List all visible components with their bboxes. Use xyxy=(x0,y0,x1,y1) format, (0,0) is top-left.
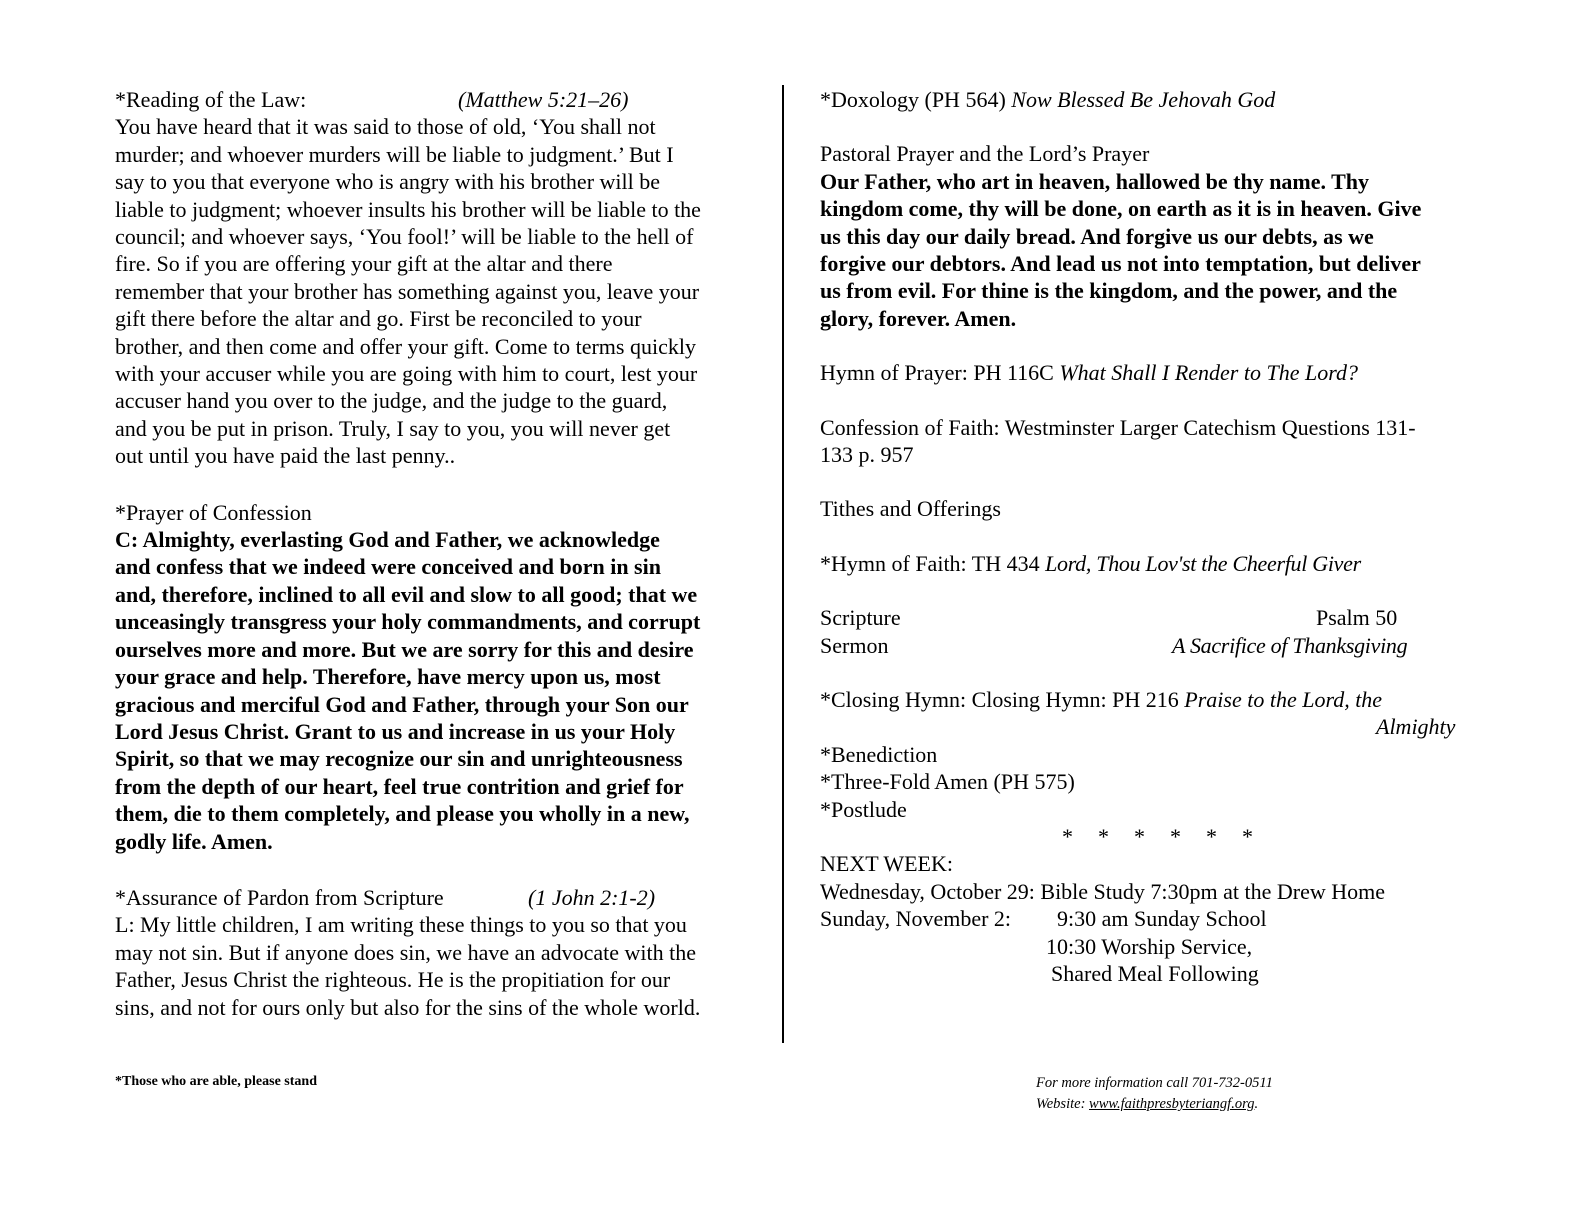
benediction: *Benediction xyxy=(820,741,938,767)
text-line: us from evil. For thine is the kingdom, and the power, and the xyxy=(820,278,1398,304)
assurance-heading-row xyxy=(115,884,755,911)
text-line: from the depth of our heart, feel true contrition and grief for xyxy=(115,773,684,799)
separator-star: * xyxy=(1062,824,1073,850)
hymn-of-faith-label: *Hymn of Faith: TH 434 xyxy=(820,550,1046,576)
contact-info xyxy=(1036,1073,1273,1115)
text-line: Lord Jesus Christ. Grant to us and increase in us your Holy xyxy=(115,718,676,744)
confession-prayer-text xyxy=(115,526,755,855)
text-line: L: My little children, I am writing these things to you so that you xyxy=(115,912,687,938)
lords-prayer-text xyxy=(820,168,1500,332)
separator-star: * xyxy=(1098,824,1109,850)
text-line: us this day our daily bread. And forgive us our debts, as we xyxy=(820,223,1374,249)
law-heading-row xyxy=(115,86,755,113)
lords-prayer-heading: Pastoral Prayer and the Lord’s Prayer xyxy=(820,141,1150,167)
section-separator xyxy=(820,823,1500,850)
closing-hymn-title-continued: Almighty xyxy=(1376,714,1456,740)
text-line: ourselves more and more. But we are sorry for this and desire xyxy=(115,636,694,662)
sunday-item-3: Shared Meal Following xyxy=(1051,961,1259,987)
text-line: say to you that everyone who is angry with his brother will be xyxy=(115,169,661,195)
doxology-label: *Doxology (PH 564) xyxy=(820,87,1012,112)
text-line: Our Father, who art in heaven, hallowed be thy name. Thy xyxy=(820,168,1370,194)
assurance-reference: (1 John 2:1-2) xyxy=(528,884,656,910)
closing-hymn-continuation xyxy=(820,713,1500,740)
website-link[interactable]: www.faithpresbyteriangf.org xyxy=(1089,1096,1255,1112)
postlude: *Postlude xyxy=(820,796,907,822)
law-heading: *Reading of the Law: xyxy=(115,87,307,112)
text-line: your grace and help. Therefore, have mercy upon us, most xyxy=(115,664,661,690)
website-end: . xyxy=(1254,1096,1259,1112)
separator-star: * xyxy=(1206,824,1217,850)
text-line: out until you have paid the last penny.. xyxy=(115,443,456,469)
hymn-of-prayer-label: Hymn of Prayer: PH 116C xyxy=(820,360,1060,386)
separator-star: * xyxy=(1170,824,1181,850)
three-fold-amen: *Three-Fold Amen (PH 575) xyxy=(820,769,1075,795)
law-text xyxy=(115,113,755,469)
text-line: accuser hand you over to the judge, and the judge to the guard, xyxy=(115,388,668,414)
phone-line: For more information call 701-732-0511 xyxy=(1036,1075,1273,1091)
column-divider xyxy=(782,85,784,1043)
separator-star: * xyxy=(1134,824,1145,850)
sunday-item-1: 9:30 am Sunday School xyxy=(1057,906,1267,932)
hymn-of-faith-title: Lord, Thou Lov'st the Cheerful Giver xyxy=(1045,550,1361,576)
assurance-heading: *Assurance of Pardon from Scripture xyxy=(115,884,444,910)
separator-star: * xyxy=(1242,824,1253,850)
confession-of-faith-line-2: 133 p. 957 xyxy=(820,442,914,468)
text-line: and you be put in prison. Truly, I say to you, you will never get xyxy=(115,415,671,441)
scripture-label: Scripture xyxy=(820,605,901,631)
text-line: brother, and then come and offer your gift. Come to terms quickly xyxy=(115,333,696,359)
sermon-label: Sermon xyxy=(820,632,889,658)
hymn-of-prayer-line xyxy=(820,359,1500,386)
next-week-wednesday: Wednesday, October 29: Bible Study 7:30pm at the Drew Home xyxy=(820,878,1386,904)
right-column xyxy=(820,86,1500,987)
scripture-reference: Psalm 50 xyxy=(1316,605,1398,631)
text-line: fire. So if you are offering your gift at the altar and there xyxy=(115,251,613,277)
website-label: Website: xyxy=(1036,1096,1090,1112)
sunday-item-2: 10:30 Worship Service, xyxy=(1046,933,1253,959)
text-line: Spirit, so that we may recognize our sin and unrighteousness xyxy=(115,746,683,772)
tithes-and-offerings: Tithes and Offerings xyxy=(820,496,1001,522)
text-line: forgive our debtors. And lead us not into temptation, but deliver xyxy=(820,251,1421,277)
law-reference: (Matthew 5:21–26) xyxy=(458,87,629,112)
closing-hymn-line xyxy=(820,686,1500,713)
hymn-of-faith-line xyxy=(820,550,1500,577)
text-line: council; and whoever says, ‘You fool!’ will be liable to the hell of xyxy=(115,224,694,250)
next-week-sunday-row xyxy=(820,905,1500,932)
text-line: liable to judgment; whoever insults his brother will be liable to the xyxy=(115,196,701,222)
text-line: Father, Jesus Christ the righteous. He is the propitiation for our xyxy=(115,967,671,993)
next-week-sunday-row-3 xyxy=(820,960,1500,987)
text-line: them, die to them completely, and please you wholly in a new, xyxy=(115,801,690,827)
doxology-line xyxy=(820,86,1500,113)
text-line: You have heard that it was said to those of old, ‘You shall not xyxy=(115,114,656,140)
text-line: and, therefore, inclined to all evil and slow to all good; that we xyxy=(115,581,698,607)
text-line: with your accuser while you are going with him to court, lest your xyxy=(115,361,698,387)
sermon-row xyxy=(820,632,1500,659)
confession-heading: *Prayer of Confession xyxy=(115,499,312,525)
assurance-text xyxy=(115,911,755,1021)
text-line: gracious and merciful God and Father, through your Son our xyxy=(115,691,689,717)
closing-hymn-label: *Closing Hymn: Closing Hymn: PH 216 xyxy=(820,687,1185,713)
scripture-row xyxy=(820,604,1500,631)
hymn-of-prayer-title: What Shall I Render to The Lord? xyxy=(1059,360,1358,386)
left-column xyxy=(115,86,755,1021)
closing-hymn-title: Praise to the Lord, the xyxy=(1184,687,1383,713)
text-line: may not sin. But if anyone does sin, we have an advocate with the xyxy=(115,939,697,965)
text-line: C: Almighty, everlasting God and Father, we acknowledge xyxy=(115,527,660,553)
text-line: unceasingly transgress your holy commandments, and corrupt xyxy=(115,609,701,635)
text-line: and confess that we indeed were conceived and born in sin xyxy=(115,554,661,580)
next-week-heading: NEXT WEEK: xyxy=(820,851,953,877)
text-line: gift there before the altar and go. First be reconciled to your xyxy=(115,306,642,332)
website-line xyxy=(1036,1094,1273,1115)
doxology-title: Now Blessed Be Jehovah God xyxy=(1011,87,1276,112)
next-week-sunday-row-2 xyxy=(820,933,1500,960)
text-line: remember that your brother has something against you, leave your xyxy=(115,278,700,304)
text-line: sins, and not for ours only but also for the sins of the whole world. xyxy=(115,994,701,1020)
text-line: glory, forever. Amen. xyxy=(820,305,1017,331)
confession-of-faith-line-1: Confession of Faith: Westminster Larger Catechism Questions 131- xyxy=(820,414,1416,440)
text-line: godly life. Amen. xyxy=(115,828,273,854)
standing-footnote: *Those who are able, please stand xyxy=(115,1074,317,1089)
sermon-title: A Sacrifice of Thanksgiving xyxy=(1172,632,1408,658)
text-line: murder; and whoever murders will be liable to judgment.’ But I xyxy=(115,141,674,167)
text-line: kingdom come, thy will be done, on earth as it is in heaven. Give xyxy=(820,196,1422,222)
sunday-label: Sunday, November 2: xyxy=(820,906,1012,932)
